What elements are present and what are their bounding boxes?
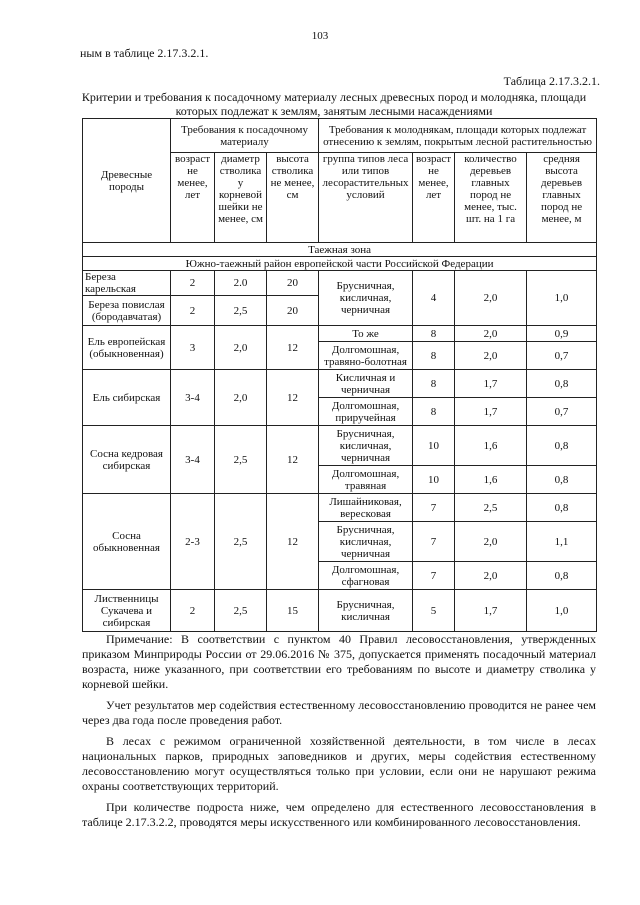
- header-age: возраст не менее, лет: [171, 153, 215, 243]
- age2-cell: 7: [413, 522, 455, 562]
- species-cell: Сосна кедровая сибирская: [83, 426, 171, 494]
- avg-height-cell: 0,8: [527, 426, 597, 466]
- forest-type-cell: Кисличная и черничная: [319, 370, 413, 398]
- forest-type-cell: Долгомошная, сфагновая: [319, 562, 413, 590]
- age-cell: 3-4: [171, 426, 215, 494]
- count-cell: 2,0: [455, 271, 527, 326]
- diameter-cell: 2,5: [215, 426, 267, 494]
- age2-cell: 7: [413, 494, 455, 522]
- region-row: Южно-таежный район европейской части Российской Федерации: [83, 257, 597, 271]
- paragraph: При количестве подроста ниже, чем определено для естественного лесовосстановления в таблице 2.17.3.2.2, проводятся меры искусственного или комбинированного лесовосстановления.: [82, 800, 596, 829]
- height-cell: 20: [267, 296, 319, 326]
- forest-type-cell: Брусничная, кисличная, черничная: [319, 522, 413, 562]
- age-cell: 3: [171, 326, 215, 370]
- table-row: [83, 326, 597, 342]
- paragraph: Учет результатов мер содействия естественному лесовосстановлению проводится не ранее чем через два года после проведения работ.: [82, 698, 596, 727]
- forest-type-cell: Долгомошная, травяно-болотная: [319, 342, 413, 370]
- body-text: [82, 632, 596, 836]
- count-cell: 1,7: [455, 370, 527, 398]
- table-row: [83, 590, 597, 632]
- header-height: высота стволика не менее, см: [267, 153, 319, 243]
- header-young-stands: Требования к молоднякам, площади которых подлежат отнесению к землям, покрытым лесной растительностью: [319, 119, 597, 153]
- count-cell: 2,0: [455, 326, 527, 342]
- species-cell: Береза повислая (бородавчатая): [83, 296, 171, 326]
- age2-cell: 4: [413, 271, 455, 326]
- diameter-cell: 2,5: [215, 590, 267, 632]
- age2-cell: 5: [413, 590, 455, 632]
- table-label: Таблица 2.17.3.2.1.: [503, 74, 600, 88]
- age2-cell: 7: [413, 562, 455, 590]
- forest-type-cell: Брусничная, кисличная, черничная: [319, 426, 413, 466]
- diameter-cell: 2,0: [215, 370, 267, 426]
- count-cell: 2,5: [455, 494, 527, 522]
- header-planting-material: Требования к посадочному материалу: [171, 119, 319, 153]
- age2-cell: 8: [413, 398, 455, 426]
- header-age2: возраст не менее, лет: [413, 153, 455, 243]
- species-cell: Сосна обыкновенная: [83, 494, 171, 590]
- count-cell: 2,0: [455, 562, 527, 590]
- forest-type-cell: Брусничная, кисличная: [319, 590, 413, 632]
- header-species: Древесные породы: [83, 119, 171, 243]
- note-paragraph: Примечание: В соответствии с пунктом 40 Правил лесовосстановления, утвержденных приказом Минприроды России от 29.06.2016 № 375, допускается применять посадочный материал возраста, ниже указанного, при соответствии его требованиям по высоте и диаметру стволика у корневой шейки.: [82, 632, 596, 691]
- height-cell: 20: [267, 271, 319, 296]
- avg-height-cell: 1,1: [527, 522, 597, 562]
- avg-height-cell: 0,8: [527, 370, 597, 398]
- count-cell: 1,7: [455, 398, 527, 426]
- height-cell: 12: [267, 326, 319, 370]
- species-cell: Лиственницы Сукачева и сибирская: [83, 590, 171, 632]
- avg-height-cell: 1,0: [527, 271, 597, 326]
- age2-cell: 8: [413, 342, 455, 370]
- table-caption: Критерии и требования к посадочному материалу лесных древесных пород и молодняка, площади которых подлежат к землям, занятым лесными насаждениями: [81, 90, 587, 118]
- height-cell: 12: [267, 494, 319, 590]
- avg-height-cell: 0,8: [527, 494, 597, 522]
- age2-cell: 10: [413, 466, 455, 494]
- header-diameter: диаметр стволика у корневой шейки не менее, см: [215, 153, 267, 243]
- forest-type-cell: То же: [319, 326, 413, 342]
- diameter-cell: 2.0: [215, 271, 267, 296]
- age-cell: 2: [171, 271, 215, 296]
- diameter-cell: 2,5: [215, 296, 267, 326]
- header-forest-type: группа типов леса или типов лесорастительных условий: [319, 153, 413, 243]
- table-row: [83, 271, 597, 296]
- forest-type-cell: Брусничная, кисличная, черничная: [319, 271, 413, 326]
- table-row: [83, 494, 597, 522]
- avg-height-cell: 0,9: [527, 326, 597, 342]
- header-avg-height: средняя высота деревьев главных пород не менее, м: [527, 153, 597, 243]
- header-tree-count: количество деревьев главных пород не менее, тыс. шт. на 1 га: [455, 153, 527, 243]
- forest-type-cell: Лишайниковая, вересковая: [319, 494, 413, 522]
- page-number: 103: [311, 30, 329, 42]
- age-cell: 2: [171, 590, 215, 632]
- avg-height-cell: 0,7: [527, 342, 597, 370]
- age-cell: 2: [171, 296, 215, 326]
- table-row: [83, 426, 597, 466]
- age2-cell: 8: [413, 370, 455, 398]
- count-cell: 1,7: [455, 590, 527, 632]
- count-cell: 1,6: [455, 466, 527, 494]
- count-cell: 2,0: [455, 342, 527, 370]
- species-cell: Ель сибирская: [83, 370, 171, 426]
- age2-cell: 8: [413, 326, 455, 342]
- continuation-text: ным в таблице 2.17.3.2.1.: [80, 46, 209, 60]
- paragraph: В лесах с режимом ограниченной хозяйственной деятельности, в том числе в лесах национальных парков, природных заповедников и других, меры содействия естественному лесовосстановлению могут осуществляться только при условии, если они не нарушают режима охраны соответствующих территорий.: [82, 734, 596, 793]
- criteria-table: [82, 118, 597, 632]
- age-cell: 2-3: [171, 494, 215, 590]
- diameter-cell: 2,0: [215, 326, 267, 370]
- height-cell: 15: [267, 590, 319, 632]
- species-cell: Береза карельская: [83, 271, 171, 296]
- species-cell: Ель европейская (обыкновенная): [83, 326, 171, 370]
- age-cell: 3-4: [171, 370, 215, 426]
- avg-height-cell: 0,8: [527, 466, 597, 494]
- height-cell: 12: [267, 370, 319, 426]
- forest-type-cell: Долгомошная, приручейная: [319, 398, 413, 426]
- table-row: [83, 370, 597, 398]
- avg-height-cell: 0,8: [527, 562, 597, 590]
- count-cell: 2,0: [455, 522, 527, 562]
- height-cell: 12: [267, 426, 319, 494]
- age2-cell: 10: [413, 426, 455, 466]
- zone-row: Таежная зона: [83, 243, 597, 257]
- forest-type-cell: Долгомошная, травяная: [319, 466, 413, 494]
- avg-height-cell: 0,7: [527, 398, 597, 426]
- avg-height-cell: 1,0: [527, 590, 597, 632]
- diameter-cell: 2,5: [215, 494, 267, 590]
- count-cell: 1,6: [455, 426, 527, 466]
